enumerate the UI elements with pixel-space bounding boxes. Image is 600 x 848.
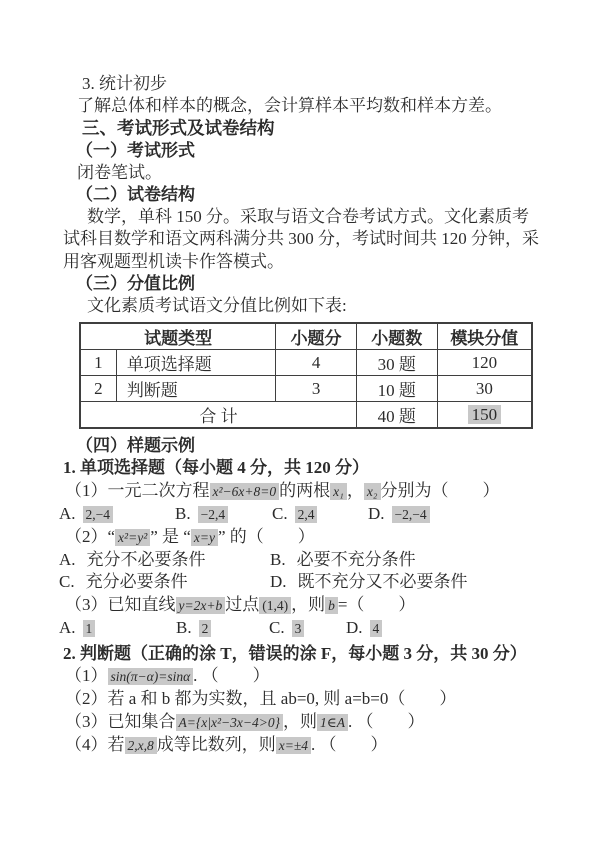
paper-structure-line-3: 用客观题型机读卡作答模式。 <box>63 251 284 271</box>
highlighted-answer: 4 <box>370 620 383 637</box>
option-text: 充分必要条件 <box>85 572 188 592</box>
highlighted-answer: 3 <box>292 620 305 637</box>
option-b <box>176 617 269 640</box>
tf-question-2 <box>63 688 555 710</box>
highlighted-formula: 2,x,8 <box>125 737 157 754</box>
option-c <box>59 571 270 593</box>
text-segment: ” 的（ ） <box>217 527 315 547</box>
subsection-heading-paper-structure: （二）试卷结构 <box>76 185 195 205</box>
row-score: 30 <box>437 376 532 402</box>
paper-structure-line-1: 数学，单科 150 分。采取与语文合卷考试方式。文化素质考 <box>87 207 529 227</box>
highlighted-formula: x²=y² <box>115 529 150 546</box>
highlighted-formula: sin(π−α)=sinα <box>108 668 194 685</box>
section-heading-exam-format: 三、考试形式及试卷结构 <box>82 118 275 139</box>
option-text: 既不充分又不必要条件 <box>297 572 468 592</box>
tf-question-1 <box>63 665 555 688</box>
highlighted-formula: x=y <box>191 529 218 546</box>
option-c <box>269 617 346 640</box>
highlighted-answer: 1 <box>83 620 96 637</box>
option-a <box>59 549 270 571</box>
header-points-per-item: 小题分 <box>276 323 357 350</box>
answer-options-row <box>59 617 555 640</box>
option-d <box>368 503 430 526</box>
question-line-1 <box>63 480 555 503</box>
answer-options-row <box>59 571 555 593</box>
row-number: 1 <box>80 350 116 376</box>
text-segment: . （ ） <box>347 711 425 731</box>
score-ratio-intro: 文化素质考试语文分值比例如下表: <box>87 296 347 316</box>
option-a <box>59 617 176 640</box>
row-points: 3 <box>276 376 357 402</box>
option-text: 必要不充分条件 <box>296 550 416 570</box>
text-segment: ，则 <box>282 711 317 731</box>
text-segment: 成等比数列，则 <box>156 734 276 754</box>
option-label: B. <box>175 503 191 523</box>
option-b <box>175 503 272 526</box>
highlighted-answer: −2,4 <box>198 506 229 523</box>
highlighted-total-score: 150 <box>468 405 502 424</box>
option-label: D. <box>270 572 287 592</box>
subsection-heading-score-ratio: （三）分值比例 <box>76 273 195 293</box>
tf-section-heading: 2. 判断题（正确的涂 T，错误的涂 F，每小题 3 分，共 30 分） <box>63 644 527 664</box>
highlighted-formula: x²−6x+8=0 <box>210 483 280 500</box>
text-segment: ，则 <box>291 594 326 614</box>
row-points: 4 <box>276 350 357 376</box>
highlighted-formula: A={x|x²−3x−4>0} <box>176 714 283 731</box>
text-segment: 过点 <box>225 594 260 614</box>
mcq-section-heading: 1. 单项选择题（每小题 4 分，共 120 分） <box>63 458 369 478</box>
text-segment: =（ ） <box>337 594 416 614</box>
header-module-score: 模块分值 <box>437 323 532 350</box>
tf-question-4 <box>63 734 555 757</box>
row-number: 2 <box>80 376 116 402</box>
option-d <box>346 617 382 640</box>
text-segment: 的两根 <box>279 480 331 500</box>
row-count: 10 题 <box>356 376 437 402</box>
text-segment: （1）一元二次方程 <box>65 480 210 500</box>
subsection-heading-exam-form: （一）考试形式 <box>76 140 195 160</box>
text-segment: （2）若 a 和 b 都为实数，且 ab=0, 则 a=b=0（ ） <box>65 689 457 709</box>
text-segment: 分别为（ ） <box>380 480 500 500</box>
highlighted-formula: x=±4 <box>276 737 311 754</box>
option-label: A. <box>59 550 76 570</box>
row-score: 120 <box>437 350 532 376</box>
text-segment: ” 是 “ <box>150 527 191 547</box>
subsection-heading-sample-questions: （四）样题示例 <box>76 436 195 456</box>
text-segment: （3）已知直线 <box>65 594 176 614</box>
highlighted-answer: 2 <box>199 620 212 637</box>
highlighted-formula: x₂ <box>364 483 381 500</box>
header-item-count: 小题数 <box>356 323 437 350</box>
highlighted-answer: 2,−4 <box>83 506 114 523</box>
text-segment: （2）“ <box>65 527 116 547</box>
option-label: C. <box>59 572 75 592</box>
highlighted-formula: (1,4) <box>259 597 291 614</box>
total-count: 40 题 <box>356 402 437 429</box>
text-segment: . （ ） <box>311 734 388 754</box>
question-line-2 <box>63 526 555 549</box>
option-label: D. <box>368 503 385 523</box>
text-segment: （3）已知集合 <box>65 711 176 731</box>
option-label: C. <box>269 617 285 637</box>
text-segment: ， <box>346 480 364 500</box>
option-c <box>272 503 368 526</box>
statistics-description: 了解总体和样本的概念，会计算样本平均数和样本方差。 <box>77 96 502 116</box>
option-label: A. <box>59 617 76 637</box>
highlighted-formula: x₁ <box>330 483 347 500</box>
score-table <box>79 322 533 429</box>
highlighted-formula: 1∈A <box>317 714 348 731</box>
text-segment: （4）若 <box>65 734 125 754</box>
option-label: A. <box>59 503 76 523</box>
highlighted-formula: y=2x+b <box>176 597 226 614</box>
table-header-row <box>80 323 532 350</box>
highlighted-answer: −2,−4 <box>392 506 430 523</box>
highlighted-answer: 2,4 <box>295 506 318 523</box>
total-score <box>437 402 532 429</box>
text-segment: . （ ） <box>193 666 270 686</box>
row-type: 单项选择题 <box>116 350 275 376</box>
answer-options-row <box>59 549 555 571</box>
table-row <box>80 350 532 376</box>
question-line-3 <box>63 594 555 617</box>
option-d <box>270 571 468 593</box>
option-a <box>59 503 175 526</box>
option-label: B. <box>270 550 286 570</box>
total-label: 合 计 <box>80 402 356 429</box>
option-label: D. <box>346 617 363 637</box>
option-label: C. <box>272 503 288 523</box>
option-b <box>270 549 416 571</box>
exam-form-body: 闭卷笔试。 <box>77 162 162 182</box>
answer-options-row <box>59 503 555 526</box>
paper-structure-line-2: 试科目数学和语文两科满分共 300 分，考试时间共 120 分钟，采 <box>63 229 539 249</box>
table-total-row <box>80 402 532 429</box>
option-text: 充分不必要条件 <box>86 550 206 570</box>
tf-question-3 <box>63 711 555 734</box>
option-label: B. <box>176 617 192 637</box>
table-row <box>80 376 532 402</box>
highlighted-formula: b <box>325 597 338 614</box>
row-count: 30 题 <box>356 350 437 376</box>
header-question-type: 试题类型 <box>80 323 276 350</box>
list-item-statistics: 3. 统计初步 <box>82 74 167 93</box>
text-segment: （1） <box>65 666 108 686</box>
row-type: 判断题 <box>116 376 275 402</box>
